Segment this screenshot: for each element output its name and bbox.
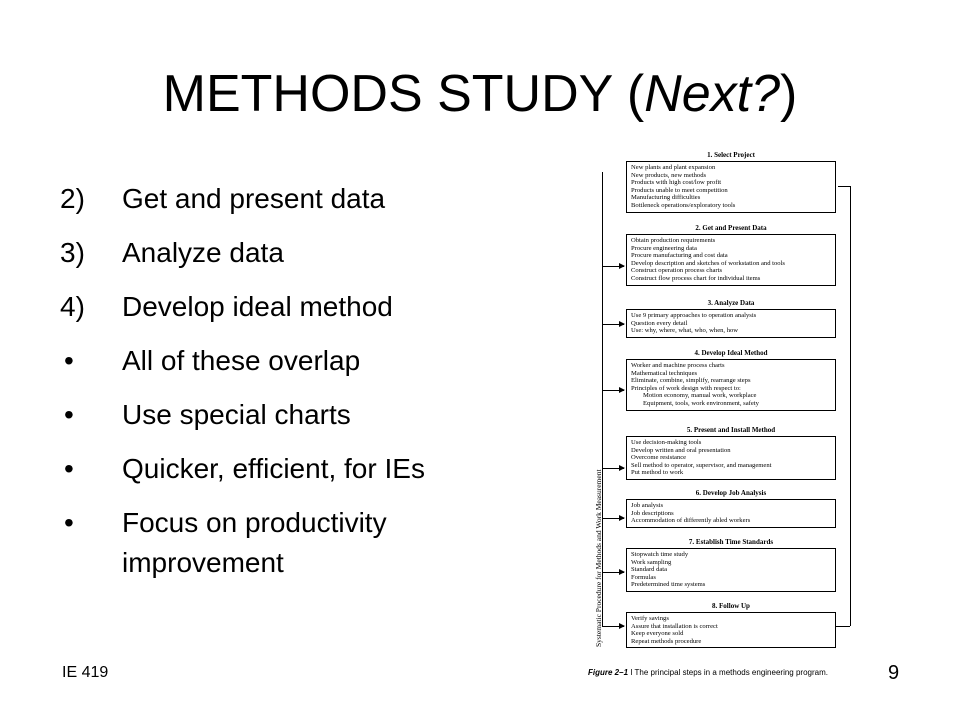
step-box — [626, 548, 836, 592]
step-title: 2. Get and Present Data — [695, 224, 767, 232]
list-item — [60, 496, 560, 578]
step-line: Sell method to operator, supervisor, and management — [631, 461, 772, 469]
slide-title — [0, 62, 960, 126]
step-5 — [626, 425, 836, 480]
figure-side-label: Systematic Procedure for Methods and Work Measurement — [594, 469, 603, 647]
arrow-icon — [602, 324, 624, 325]
connector-line — [602, 172, 603, 626]
methods-flowchart-figure — [588, 142, 863, 677]
page-number: 9 — [888, 662, 900, 684]
step-box — [626, 612, 836, 648]
step-line: Standard data — [631, 566, 668, 574]
step-title: 8. Follow Up — [712, 602, 750, 610]
bullet-dot: • — [64, 345, 74, 376]
bullet-dot: • — [64, 507, 74, 538]
step-8 — [626, 601, 836, 648]
step-line: Job descriptions — [631, 509, 674, 517]
step-3 — [626, 298, 836, 338]
step-line: Products unable to meet competition — [631, 186, 728, 194]
list-marker: 2) — [60, 183, 85, 214]
list-item — [60, 442, 560, 496]
step-line: Predetermined time systems — [631, 581, 706, 589]
step-line: Equipment, tools, work environment, safety — [643, 399, 759, 407]
list-item — [60, 226, 560, 280]
step-line: Mathematical techniques — [631, 369, 698, 377]
step-line: Develop description and sketches of workstation and tools — [631, 259, 786, 267]
step-line: Procure manufacturing and cost data — [631, 252, 728, 260]
step-line: Use decision-making tools — [631, 439, 702, 446]
step-title: 1. Select Project — [707, 151, 755, 159]
step-line: Use 9 primary approaches to operation analysis — [631, 312, 757, 319]
step-line: Stopwatch time study — [631, 551, 689, 558]
list-marker: 4) — [60, 291, 85, 322]
step-line: Verify savings — [631, 615, 669, 622]
list-item — [60, 388, 560, 442]
list-text: All of these overlap — [122, 345, 361, 376]
step-line: New products, new methods — [631, 171, 707, 179]
step-box — [626, 436, 836, 480]
step-title: 5. Present and Install Method — [686, 426, 776, 434]
feedback-line — [836, 626, 850, 627]
feedback-arrow — [838, 186, 850, 187]
step-7 — [626, 537, 836, 592]
list-text: Analyze data — [122, 237, 284, 268]
step-line: Work sampling — [631, 558, 672, 566]
step-line: Construct flow process chart for individual items — [631, 274, 761, 282]
arrow-icon — [602, 266, 624, 267]
arrow-icon — [602, 390, 624, 391]
step-title: 3. Analyze Data — [707, 299, 755, 307]
step-4 — [626, 348, 836, 411]
title-main: METHODS STUDY ( — [162, 65, 645, 123]
caption-label: Figure 2–1 — [588, 668, 629, 677]
step-line: Construct operation process charts — [631, 267, 723, 275]
title-italic: Next? — [644, 65, 781, 123]
step-line: Develop written and oral presentation — [631, 446, 731, 454]
list-text: Quicker, efficient, for IEs — [122, 453, 425, 484]
step-6 — [626, 488, 836, 528]
step-box — [626, 309, 836, 338]
step-line: Keep everyone sold — [631, 630, 684, 638]
step-line: Procure engineering data — [631, 244, 697, 252]
feedback-line — [850, 186, 851, 626]
list-text: Focus on productivity improvement — [122, 507, 387, 578]
figure-caption — [588, 668, 863, 677]
step-line: Principles of work design with respect to: — [631, 384, 741, 392]
step-title: 7. Establish Time Standards — [688, 538, 774, 546]
step-line: Motion economy, manual work, workplace — [643, 392, 757, 400]
step-box — [626, 161, 836, 213]
step-line: Formulas — [631, 573, 656, 581]
step-line: Overcome resistance — [631, 454, 687, 462]
step-line: Manufacturing difficulties — [631, 194, 701, 202]
step-title: 6. Develop Job Analysis — [695, 489, 767, 497]
step-line: Worker and machine process charts — [631, 362, 725, 369]
bullet-dot: • — [64, 399, 74, 430]
caption-text: I The principal steps in a methods engineering program. — [628, 668, 828, 677]
list-item — [60, 334, 560, 388]
list-item — [60, 172, 560, 226]
step-title: 4. Develop Ideal Method — [694, 349, 768, 357]
arrow-icon — [602, 626, 624, 627]
list-text: Use special charts — [122, 399, 351, 430]
step-line: Use: why, where, what, who, when, how — [631, 327, 739, 335]
list-text: Get and present data — [122, 183, 386, 214]
arrow-icon — [602, 572, 624, 573]
arrow-icon — [602, 518, 624, 519]
course-label: IE 419 — [62, 664, 109, 681]
step-box — [626, 499, 836, 528]
step-line: Bottleneck operations/exploratory tools — [631, 201, 736, 209]
step-line: New plants and plant expansion — [631, 164, 716, 171]
step-line: Repeat methods procedure — [631, 637, 702, 645]
title-close: ) — [780, 65, 798, 123]
list-text: Develop ideal method — [122, 291, 393, 322]
step-box — [626, 359, 836, 411]
arrow-icon — [602, 468, 624, 469]
step-line: Assure that installation is correct — [631, 622, 718, 630]
bullet-list — [60, 172, 560, 578]
step-line: Put method to work — [631, 469, 684, 477]
step-box — [626, 234, 836, 286]
step-line: Obtain production requirements — [631, 237, 716, 244]
step-line: Question every detail — [631, 319, 688, 327]
bullet-dot: • — [64, 453, 74, 484]
step-line: Accommodation of differently abled workers — [631, 517, 751, 525]
list-item — [60, 280, 560, 334]
step-line: Products with high cost/low profit — [631, 179, 722, 187]
step-1 — [626, 150, 836, 213]
step-line: Eliminate, combine, simplify, rearrange steps — [631, 377, 751, 385]
step-line: Job analysis — [631, 502, 664, 509]
list-marker: 3) — [60, 237, 85, 268]
step-2 — [626, 223, 836, 286]
